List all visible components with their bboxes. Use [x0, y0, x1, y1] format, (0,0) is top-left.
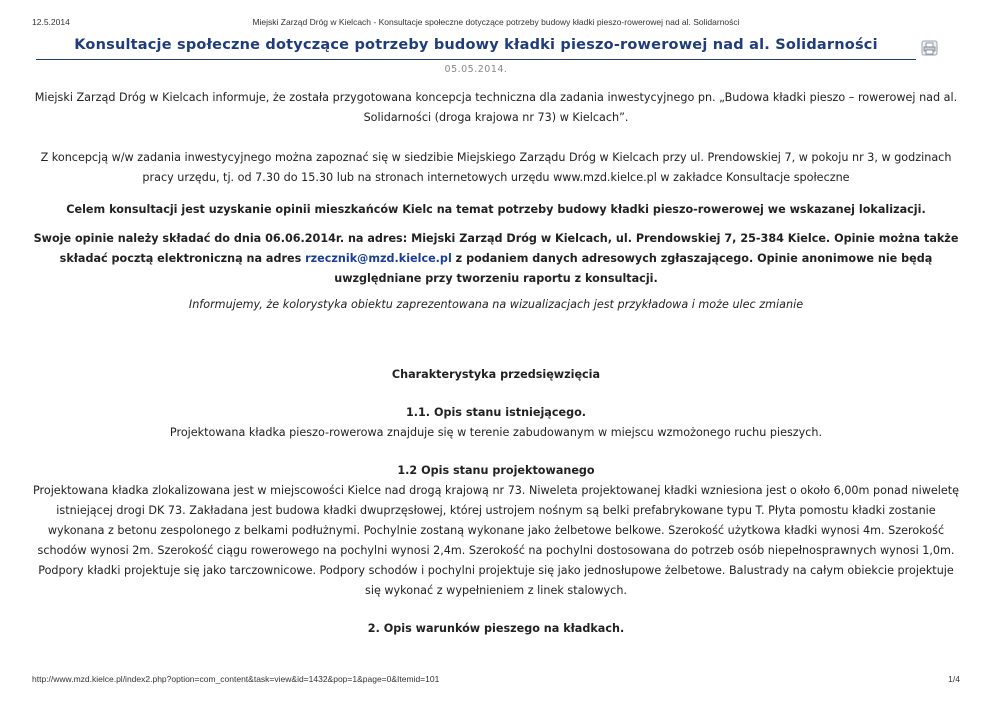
article-date: 05.05.2014. — [444, 64, 508, 75]
print-url: http://www.mzd.kielce.pl/index2.php?option=com_content&task=view&id=1432&pop=1&page=0&Itemid=101 — [32, 674, 440, 684]
email-link[interactable]: rzecznik@mzd.kielce.pl — [305, 252, 452, 265]
print-icon[interactable] — [921, 40, 938, 56]
section-heading-characteristics: Charakterystyka przedsięwzięcia — [391, 368, 601, 381]
section-heading-projected: 1.2 Opis stanu projektowanego — [397, 464, 595, 477]
title-divider — [36, 59, 916, 60]
page-counter: 1/4 — [948, 674, 960, 684]
projected-state-paragraph: Projektowana kładka zlokalizowana jest w miejscowości Kielce nad drogą krajową nr 73. Niweleta projektowanej kładki wzniesiona jest o około 6,00m ponad niweletę istniejącej drogi DK 73. Zakładana jest budowa kładki dwuprzęsłowej, której ustrojem nośnym są belki prefabrykowane typu T. Płyta pomostu kładki zostanie wykonana z betonu zespolonego z belkami podłużnymi. Pochylnie zostaną wykonane jako żelbetowe belkowe. Szerokość użytkowa kładki wynosi 4m. Szerokość schodów wynosi 2m. Szerokość ciągu rowerowego na pochylni wynosi 2,4m. Szerokość na pochylni dostosowana do potrzeb osób niepełnosprawnych wynosi 1,0m. Podpory kładki projektuje się jako tarczownicowe. Podpory schodów i pochylni projektuje się jako jednosłupowe żelbetowe. Balustrady na całym obiekcie projektuje się wykonać z wypełnieniem z linek stalowych. — [32, 484, 960, 597]
existing-state-paragraph: Projektowana kładka pieszo-rowerowa znajduje się w terenie zabudowanym w miejscu wzmożonego ruchu pieszych. — [169, 426, 823, 439]
concept-paragraph: Z koncepcją w/w zadania inwestycyjnego można zapoznać się w siedzibie Miejskiego Zarządu Dróg w Kielcach przy ul. Prendowskiej 7, w pokoju nr 3, w godzinach pracy urzędu, tj. od 7.30 do 15.30 lub na stronach internetowych urzędu www.mzd.kielce.pl w zakładce Konsultacje społeczne — [40, 151, 952, 184]
consultation-goal: Celem konsultacji jest uzyskanie opinii mieszkańców Kielc na temat potrzeby budowy kładki pieszo-rowerowej we wskazanej lokalizacji. — [66, 203, 926, 216]
article-title: Konsultacje społeczne dotyczące potrzeby budowy kładki pieszo-rowerowej nad al. Solidarności — [74, 37, 878, 53]
submission-text: Swoje opinie należy składać do dnia 06.06.2014r. na adres: Miejski Zarząd Dróg w Kielcach, ul. Prendowskiej 7, 25-384 Kielce. Opinie można także składać pocztą elektroniczną na adres — [33, 232, 959, 265]
intro-paragraph: Miejski Zarząd Dróg w Kielcach informuje, że została przygotowana koncepcja techniczna dla zadania inwestycyjnego pn. „Budowa kładki pieszo – rowerowej nad al. Solidarności (droga krajowa nr 73) w Kielcach”. — [34, 91, 958, 124]
submission-info — [30, 229, 962, 289]
print-date: 12.5.2014 — [32, 17, 70, 27]
section-heading-existing: 1.1. Opis stanu istniejącego. — [405, 406, 587, 419]
print-header — [32, 17, 960, 29]
section-heading-pedestrian: 2. Opis warunków pieszego na kładkach. — [367, 622, 625, 635]
article-body — [30, 88, 962, 639]
print-footer — [32, 674, 960, 686]
print-page-title: Miejski Zarząd Dróg w Kielcach - Konsultacje społeczne dotyczące potrzeby budowy kładki pieszo-rowerowej nad al. Solidarności — [252, 17, 740, 27]
submission-text-end: z podaniem danych adresowych zgłaszającego. Opinie anonimowe nie będą uwzględniane przy tworzeniu raportu z konsultacji. — [334, 252, 933, 285]
color-disclaimer: Informujemy, że kolorystyka obiektu zaprezentowana na wizualizacjach jest przykładowa i może ulec zmianie — [188, 298, 804, 311]
